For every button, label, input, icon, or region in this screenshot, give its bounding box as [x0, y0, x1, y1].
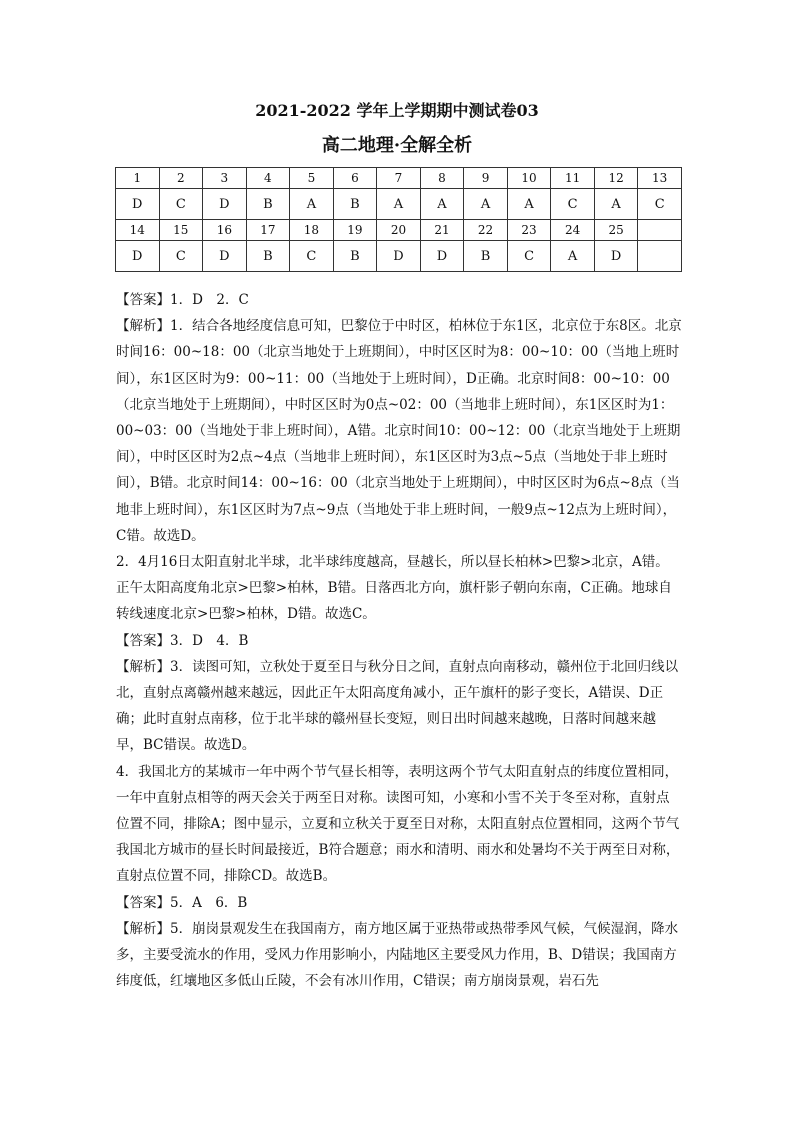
question-number: 3: [203, 168, 247, 189]
empty-cell: [638, 220, 682, 241]
answer-cell: A: [377, 189, 421, 220]
explanation-paragraph: 【解析】3．读图可知，立秋处于夏至日与秋分日之间，直射点向南移动，赣州位于北回归线以北，直射点离赣州越来越远，因此正午太阳高度角减小，正午旗杆的影子变长，A错误、D正确；此时直射点南移，位于北半球的赣州昼长变短，则日出时间越来越晚，日落时间越来越早，BC错误。故选D。: [116, 658, 679, 754]
answer-cell: A: [594, 189, 638, 220]
question-number: 23: [507, 220, 551, 241]
explanation-body: [116, 287, 682, 994]
answer-cell: A: [507, 189, 551, 220]
answer-cell: D: [203, 189, 247, 220]
answer-cell: C: [507, 241, 551, 272]
answer-cell: A: [420, 189, 464, 220]
document-title: 2021-2022 学年上学期期中测试卷03: [255, 101, 539, 120]
answer-line: 【答案】1．D 2．C: [116, 292, 249, 308]
question-number: 18: [290, 220, 334, 241]
answer-key-number-row: [116, 168, 682, 189]
explanation-paragraph: 【解析】1．结合各地经度信息可知，巴黎位于中时区，柏林位于东1区，北京位于东8区。北京时间16：00~18：00（北京当地处于上班期间），中时区区时为8：00~10：00（当地上班时间），东1区区时为9：00~11：00（当地处于上班时间），D正确。北京时间8：00~10：00（北京当地处于上班期间），中时区区时为0点~02：00（当地非上班时间），东1区区时为1：00~03：00（当地处于非上班时间），A错。北京时间10：00~12：00（北京当地处于上班期间），中时区区时为2点~4点（当地非上班时间），东1区区时为3点~5点（当地处于非上班时间），B错。北京时间14：00~16：00（北京当地处于上班期间），中时区区时为6点~8点（当地非上班时间），东1区区时为7点~9点（当地处于非上班时间，一般9点~12点为上班时间），C错。故选D。: [116, 318, 682, 544]
question-number: 10: [507, 168, 551, 189]
answer-cell: B: [246, 189, 290, 220]
answer-cell: A: [464, 189, 508, 220]
question-number: 17: [246, 220, 290, 241]
question-number: 4: [246, 168, 290, 189]
answer-cell: C: [290, 241, 334, 272]
question-number: 16: [203, 220, 247, 241]
question-number: 19: [333, 220, 377, 241]
answer-cell: D: [203, 241, 247, 272]
question-number: 14: [116, 220, 160, 241]
question-number: 21: [420, 220, 464, 241]
answer-line: 【答案】3．D 4．B: [116, 632, 249, 649]
answer-cell: D: [594, 241, 638, 272]
question-number: 6: [333, 168, 377, 189]
question-number: 7: [377, 168, 421, 189]
question-number: 2: [159, 168, 203, 189]
answer-cell: C: [159, 189, 203, 220]
question-number: 22: [464, 220, 508, 241]
answer-cell: C: [551, 189, 595, 220]
answer-cell: B: [333, 241, 377, 272]
answer-cell: A: [290, 189, 334, 220]
answer-key-answer-row: [116, 189, 682, 220]
answer-key-number-row: [116, 220, 682, 241]
answer-cell: B: [464, 241, 508, 272]
question-number: 15: [159, 220, 203, 241]
answer-cell: D: [377, 241, 421, 272]
explanation-paragraph: 【解析】5．崩岗景观发生在我国南方，南方地区属于亚热带或热带季风气候，气候湿润，降水多，主要受流水的作用，受风力作用影响小，内陆地区主要受风力作用，B、D错误；我国南方纬度低，红壤地区多低山丘陵，不会有冰川作用，C错误；南方崩岗景观，岩石先: [116, 920, 679, 990]
answer-cell: C: [638, 189, 682, 220]
answer-cell: C: [159, 241, 203, 272]
question-number: 13: [638, 168, 682, 189]
question-number: 1: [116, 168, 160, 189]
answer-cell: D: [116, 189, 160, 220]
answer-line: 【答案】5．A 6．B: [116, 894, 248, 911]
empty-cell: [638, 241, 682, 272]
question-number: 20: [377, 220, 421, 241]
answer-key-answer-row: [116, 241, 682, 272]
explanation-paragraph: 2．4月16日太阳直射北半球，北半球纬度越高，昼越长，所以昼长柏林>巴黎>北京，A错。正午太阳高度角北京>巴黎>柏林，B错。日落西北方向，旗杆影子朝向东南，C正确。地球自转线速度北京>巴黎>柏林，D错。故选C。: [116, 554, 672, 623]
question-number: 8: [420, 168, 464, 189]
answer-cell: A: [551, 241, 595, 272]
explanation-paragraph: 4．我国北方的某城市一年中两个节气昼长相等，表明这两个节气太阳直射点的纬度位置相同，一年中直射点相等的两天会关于两至日对称。读图可知，小寒和小雪不关于冬至对称，直射点位置不同，排除A；图中显示，立夏和立秋关于夏至日对称，太阳直射点位置相同，这两个节气我国北方城市的昼长时间最接近，B符合题意；雨水和清明、雨水和处暑均不关于两至日对称，直射点位置不同，排除CD。故选B。: [116, 763, 680, 885]
answer-cell: B: [246, 241, 290, 272]
answer-key-table: [115, 167, 682, 272]
answer-cell: D: [420, 241, 464, 272]
question-number: 12: [594, 168, 638, 189]
question-number: 24: [551, 220, 595, 241]
question-number: 5: [290, 168, 334, 189]
question-number: 11: [551, 168, 595, 189]
question-number: 9: [464, 168, 508, 189]
answer-cell: B: [333, 189, 377, 220]
answer-cell: D: [116, 241, 160, 272]
question-number: 25: [594, 220, 638, 241]
document-subtitle: 高二地理·全解全析: [321, 135, 473, 156]
